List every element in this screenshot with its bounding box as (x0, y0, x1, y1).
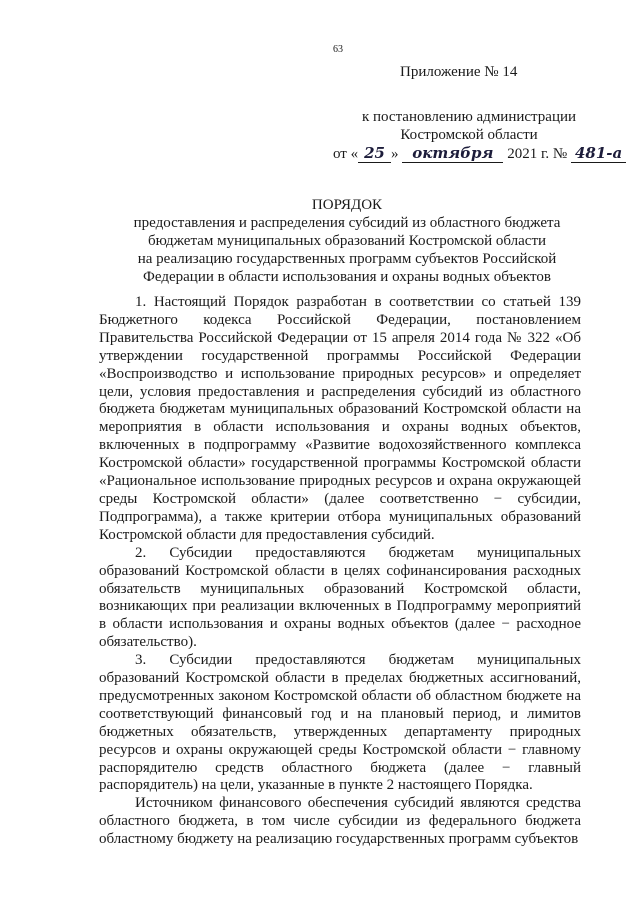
date-year: 2021 г. № (507, 146, 568, 162)
paragraph-3: 3. Субсидии предоставляются бюджетам муниципальных образований Костромской области в пределах бюджетных ассигнований, предусмотренных законом Костромской области об областном бюджете на соответствующий финансовый год и на плановый период, и лимитов бюджетных обязательств, утвержденных департаменту природных ресурсов и охраны окружающей среды Костромской области − главному распорядителю средств областного бюджета (далее − главный распорядитель) на цели, указанные в пункте 2 настоящего Порядка. (99, 652, 581, 794)
title-line-2: бюджетам муниципальных образований Костромской области (147, 233, 547, 249)
handwritten-month: октября (402, 144, 503, 163)
title-line-1: предоставления и распределения субсидий из областного бюджета (133, 215, 561, 231)
resolution-date (333, 144, 623, 163)
title-heading: ПОРЯДОК (311, 197, 383, 213)
handwritten-day: 25 (358, 144, 391, 163)
title-line-3: на реализацию государственных программ субъектов Российской (137, 251, 557, 267)
resolution-line-1: к постановлению администрации (361, 109, 577, 125)
date-mid: » (390, 146, 399, 162)
appendix-title: Приложение № 14 (400, 64, 518, 80)
document-body (99, 294, 581, 849)
paragraph-1: 1. Настоящий Порядок разработан в соответствии со статьей 139 Бюджетного кодекса Российской Федерации, постановлением Правительства Российской Федерации от 15 апреля 2014 года № 322 «Об утверждении государственной программы Российской Федерации «Воспроизводство и использование природных ресурсов» и определяет цели, условия предоставления и распределения субсидий из областного бюджета бюджетам муниципальных образований Костромской области на мероприятия в области использования и охраны водных объектов, включенных в подпрограмму «Развитие водохозяйственного комплекса Костромской области» государственной программы Костромской области «Рациональное использование природных ресурсов и охрана окружающей среды Костромской области» (далее соответственно − субсидии, Подпрограмма), а также критерии отбора муниципальных образований Костромской области для предоставления субсидий. (99, 294, 581, 543)
paragraph-4: Источником финансового обеспечения субсидий являются средства областного бюджета, в том числе субсидии из федерального бюджета областному бюджету на реализацию государственных программ субъектов (99, 795, 581, 848)
document-title (80, 196, 614, 286)
title-line-4: Федерации в области использования и охраны водных объектов (143, 269, 551, 285)
page-number: 63 (333, 44, 343, 55)
resolution-line-2: Костромской области (400, 127, 538, 143)
date-prefix: от « (333, 146, 359, 162)
handwritten-number: 481-а (571, 144, 626, 163)
paragraph-2: 2. Субсидии предоставляются бюджетам муниципальных образований Костромской области в целях софинансирования расходных обязательств муниципальных образований Костромской области, возникающих при реализации включенных в Подпрограмму мероприятий в области использования и охраны водных объектов (далее − расходное обязательство). (99, 544, 581, 651)
resolution-reference (333, 108, 623, 163)
